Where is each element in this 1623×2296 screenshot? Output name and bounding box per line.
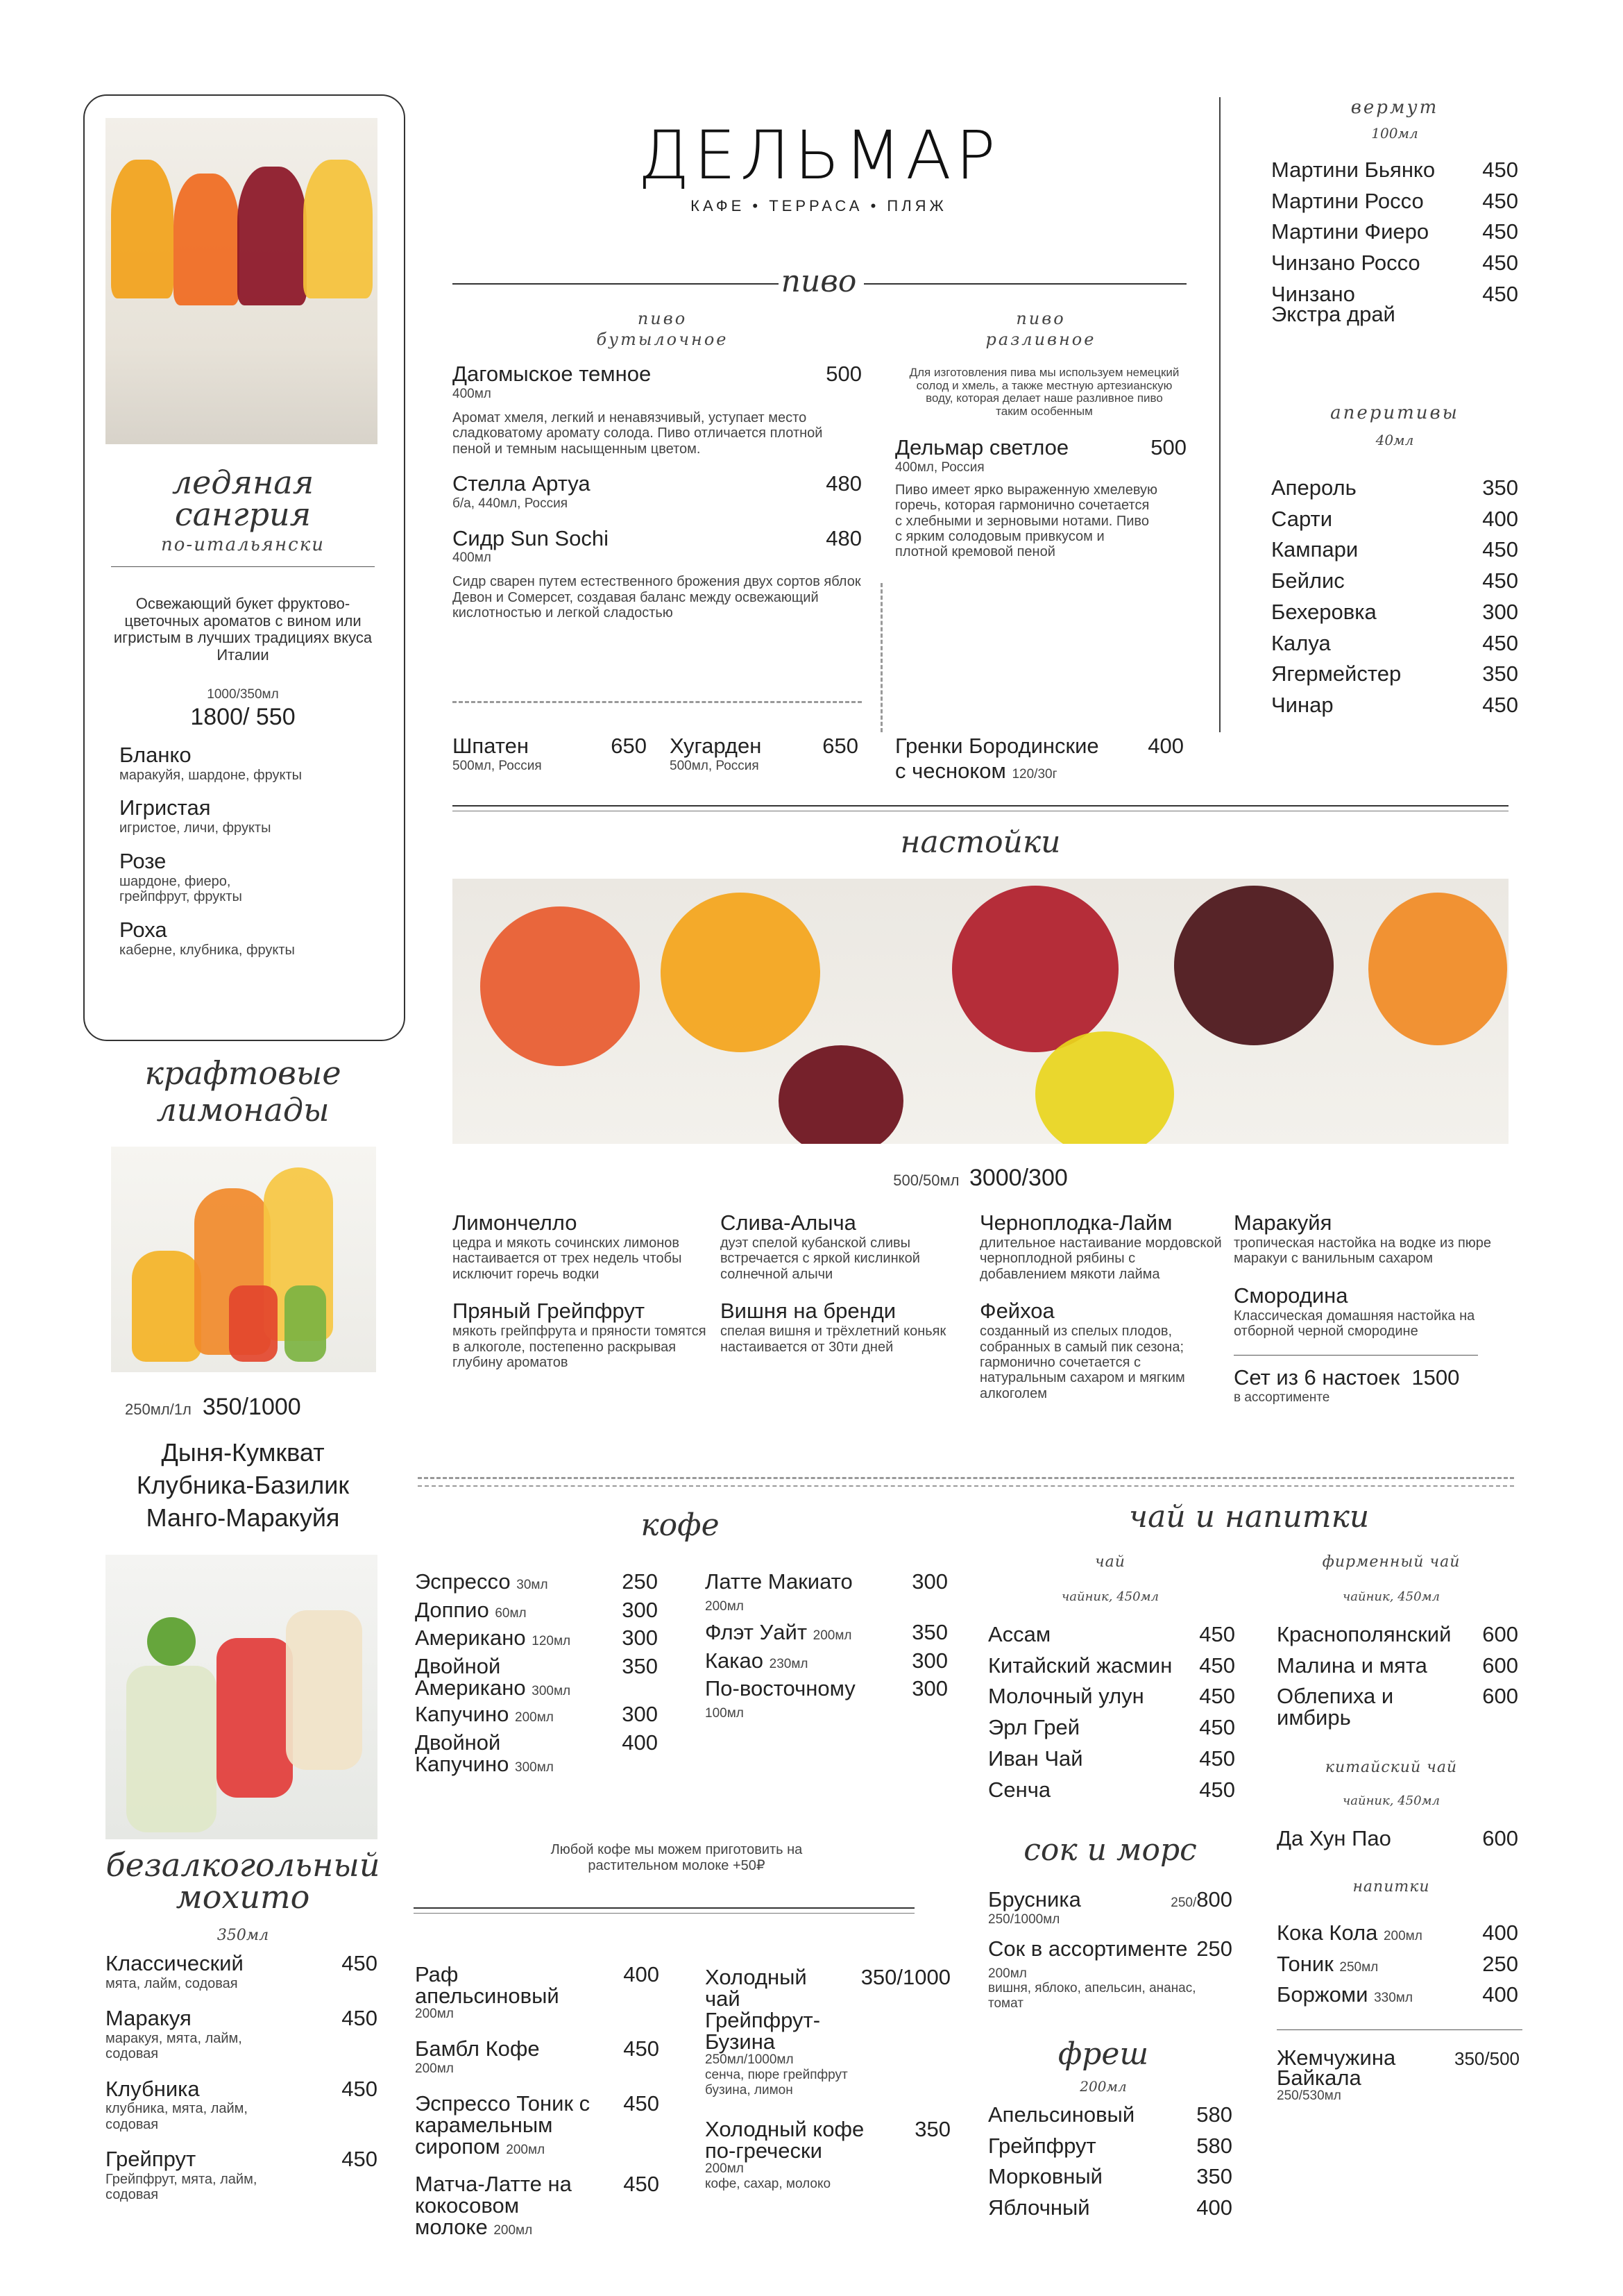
- tinctures-photo: [452, 879, 1509, 1144]
- sangria-photo: [105, 118, 377, 444]
- vermouth-item-name: Чинзано Россо: [1271, 251, 1420, 276]
- coffee-volume: 200мл: [415, 2061, 454, 2076]
- brand-tagline: КАФЕ • ТЕРРАСА • ПЛЯЖ: [690, 197, 947, 214]
- coffee-price: 300: [622, 1597, 658, 1622]
- coffee-title: кофе: [640, 1508, 720, 1543]
- vermouth-item-name: Мартини Бьянко: [1271, 158, 1436, 182]
- mojito-photo: [105, 1555, 377, 1839]
- mojito-volume: 350мл: [216, 1927, 269, 1944]
- juice-price: 250: [1196, 1936, 1232, 1961]
- tea-price: 450: [1199, 1622, 1235, 1646]
- aperitif-name: Сарти: [1271, 506, 1333, 531]
- chinese-tea-price: 600: [1482, 1826, 1518, 1850]
- coffee-volume: 200мл: [813, 1628, 852, 1643]
- baikal-price: 350/500: [1454, 2048, 1520, 2069]
- beer-price: 480: [826, 471, 862, 496]
- spaten-price: 650: [611, 734, 647, 758]
- signature-tea-name: Облепиха и имбирь: [1277, 1684, 1394, 1730]
- vermouth-list: [1271, 158, 1518, 332]
- coffee-volume: 300мл: [515, 1759, 554, 1775]
- mojito-item-name: Грейпрут: [105, 2147, 196, 2172]
- drink-volume: 330мл: [1374, 1991, 1413, 2006]
- coffee-name: Американо: [415, 1626, 526, 1651]
- sangria-list: [119, 743, 383, 958]
- lemonade-item: Клубника-Базилик: [136, 1470, 350, 1499]
- tincture-name: Вишня на бренди: [720, 1299, 897, 1324]
- vermouth-item-name: Мартини Фиеро: [1271, 219, 1429, 244]
- drink-price: 400: [1482, 1921, 1518, 1945]
- drinks-list: [1277, 1921, 1518, 2014]
- vermouth-title: вермут: [1350, 97, 1439, 118]
- mojito-item-desc: маракуя, мята, лайм, содовая: [105, 2030, 242, 2062]
- coffee-price: 300: [622, 1702, 658, 1727]
- fresh-name: Апельсиновый: [988, 2102, 1135, 2127]
- coffee-name: Эспрессо Тоник с карамельным сиропом: [415, 2091, 590, 2159]
- coffee-name: По-восточному: [705, 1676, 856, 1701]
- draft-note: Для изготовления пива мы используем немецкий солод и хмель, а также местную артезианскую воду, которая делает наше разливное пиво таким особенным: [909, 366, 1180, 419]
- tincture-desc: дуэт спелой кубанской сливы встречается с яркой кислинкой солнечной алычи: [720, 1235, 920, 1282]
- coffee-desc: сенча, пюре грейпфрут бузина, лимон: [705, 2068, 848, 2097]
- sangria-item-name: Розе: [119, 848, 167, 873]
- tincture-desc: спелая вишня и трёхлетний коньяк настаивается от 30ти дней: [720, 1324, 946, 1355]
- aperitif-price: 350: [1482, 475, 1518, 500]
- draft-name: Дельмар светлое: [895, 435, 1069, 459]
- coffee-desc: кофе, сахар, молоко: [705, 2177, 831, 2191]
- signature-tea-volume: чайник, 450мл: [1343, 1589, 1440, 1604]
- mojito-title-2: мохито: [176, 1878, 310, 1916]
- drink-name: Кока Кола: [1277, 1921, 1378, 1945]
- coffee-name: Доппио: [415, 1597, 489, 1622]
- beer-title: пиво: [781, 264, 857, 299]
- signature-tea-price: 600: [1482, 1684, 1518, 1709]
- signature-tea-price: 600: [1482, 1653, 1518, 1678]
- coffee-price: 450: [623, 2036, 659, 2061]
- sangria-item-desc: маракуйя, шардоне, фрукты: [119, 768, 302, 783]
- mojito-list: [105, 1952, 377, 2203]
- coffee-col-2: [705, 1570, 948, 1721]
- mojito-item-desc: Грейпфрут, мята, лайм, содовая: [105, 2171, 257, 2203]
- baikal-item: [1277, 2045, 1520, 2104]
- juice-price-small: 250/: [1171, 1896, 1197, 1910]
- mojito-item-desc: мята, лайм, содовая: [105, 1975, 238, 1991]
- tincture-name: Лимончелло: [452, 1210, 577, 1235]
- bottled-title-1: пиво: [637, 309, 688, 328]
- tinctures-col-4: [1234, 1210, 1509, 1406]
- coffee-name: Эспрессо: [415, 1569, 511, 1594]
- juice-title: сок и морс: [1023, 1832, 1197, 1868]
- coffee-volume: 100мл: [705, 1706, 744, 1721]
- chinese-tea-title: китайский чай: [1325, 1759, 1458, 1776]
- lemonade-item: Дыня-Кумкват: [161, 1438, 325, 1467]
- coffee-price: 450: [623, 2171, 659, 2196]
- fresh-price: 580: [1196, 2133, 1232, 2158]
- vermouth-item-price: 450: [1482, 158, 1518, 182]
- juice-volume: 250/1000мл: [988, 1911, 1060, 1927]
- coffee-volume: 200мл: [506, 2142, 545, 2157]
- tea-name: Китайский жасмин: [988, 1653, 1173, 1678]
- chinese-tea-name: Да Хун Пао: [1277, 1826, 1391, 1850]
- coffee-col-1: [415, 1570, 658, 1775]
- coffee-price: 300: [912, 1569, 948, 1594]
- juice-price: 800: [1196, 1887, 1232, 1911]
- juice-desc: вишня, яблоко, апельсин, ананас, томат: [988, 1980, 1196, 2011]
- aperitif-name: Бехеровка: [1271, 599, 1377, 624]
- tea-name: Сенча: [988, 1777, 1051, 1802]
- beer-volume: 400мл: [452, 550, 491, 566]
- tea-subtitle: чай: [1095, 1553, 1125, 1571]
- coffee-volume: 250мл/1000мл: [705, 2052, 794, 2067]
- aperitif-price: 450: [1482, 693, 1518, 718]
- vermouth-item-name: Мартини Россо: [1271, 188, 1424, 213]
- drink-price: 250: [1482, 1951, 1518, 1976]
- beer-volume: б/а, 440мл, Россия: [452, 496, 568, 511]
- coffee-price: 400: [623, 1962, 659, 1986]
- aperitif-name: Ягермейстер: [1271, 661, 1402, 686]
- aperitif-price: 450: [1482, 630, 1518, 655]
- vermouth-item-name: Чинзано Экстра драй: [1271, 281, 1395, 327]
- tea-price: 450: [1199, 1653, 1235, 1678]
- sangria-description: Освежающий букет фруктово-цветочных ароматов с вином или игристым в лучших традициях вкуса Италии: [113, 595, 373, 664]
- sangria-price: 1800/ 550: [190, 704, 296, 730]
- juice-list: [988, 1888, 1232, 2011]
- tincture-set-price: 1500: [1411, 1365, 1460, 1390]
- vermouth-item-price: 450: [1482, 188, 1518, 213]
- draft-item: [895, 436, 1187, 560]
- coffee-price: 300: [912, 1676, 948, 1701]
- lemonades-title-1: крафтовые: [144, 1054, 341, 1092]
- tincture-name: Слива-Алыча: [720, 1210, 856, 1235]
- tincture-desc: цедра и мякоть сочинских лимонов настаивается от трех недель чтобы исключит горечь водки: [452, 1235, 682, 1282]
- tinctures-col-2: [720, 1210, 970, 1365]
- signature-tea-price: 600: [1482, 1622, 1518, 1646]
- coffee-price: 250: [622, 1569, 658, 1594]
- beer-price: 500: [826, 362, 862, 386]
- drink-name: Боржоми: [1277, 1982, 1368, 2007]
- sangria-item-name: Бланко: [119, 743, 192, 767]
- tincture-name: Маракуйя: [1234, 1210, 1332, 1235]
- coffee-price: 300: [622, 1626, 658, 1651]
- drink-name: Тоник: [1277, 1951, 1334, 1976]
- coffee-name: Холодный кофе по-гречески: [705, 2117, 865, 2163]
- sangria-subtitle: по-итальянски: [161, 534, 325, 555]
- coffee-price: 400: [622, 1730, 658, 1755]
- aperitif-name: Кампари: [1271, 537, 1359, 562]
- coffee-name: Бамбл Кофе: [415, 2036, 540, 2061]
- spaten-name: Шпатен: [452, 734, 529, 758]
- tinctures-col-1: [452, 1210, 711, 1380]
- aperitifs-volume: 40мл: [1375, 432, 1414, 448]
- sangria-volume: 1000/350мл: [207, 687, 279, 702]
- fresh-name: Яблочный: [988, 2195, 1090, 2220]
- tea-price: 450: [1199, 1746, 1235, 1771]
- tincture-set-desc: в ассортименте: [1234, 1390, 1330, 1405]
- drinks-title: напитки: [1352, 1878, 1430, 1896]
- mojito-title-1: безалкогольный: [105, 1846, 380, 1884]
- croutons-name: Гренки Бородинские: [895, 734, 1099, 758]
- draft-volume: 400мл, Россия: [895, 459, 985, 475]
- coffee-volume: 200мл: [705, 1599, 744, 1614]
- aperitif-price: 400: [1482, 506, 1518, 531]
- draft-title-1: пиво: [1016, 309, 1066, 328]
- beer-volume: 400мл: [452, 386, 491, 401]
- fresh-name: Морковный: [988, 2164, 1103, 2189]
- sangria-item-name: Игристая: [119, 795, 211, 820]
- coffee-volume: 200мл: [705, 2161, 744, 2176]
- lemonades-volume: 250мл/1л: [125, 1401, 192, 1418]
- fresh-name: Грейпфрут: [988, 2133, 1096, 2158]
- aperitif-name: Чинар: [1271, 693, 1334, 718]
- spaten-volume: 500мл, Россия: [452, 758, 542, 773]
- tincture-desc: мякоть грейпфрута и пряности томятся в алкоголе, постепенно раскрывая глубину ароматов: [452, 1324, 706, 1370]
- tincture-desc: Классическая домашняя настойка на отборной черной смородине: [1234, 1308, 1475, 1340]
- tincture-desc: созданный из спелых плодов, собранных в самый пик сезона; гармонично сочетается с натуральным сахаром и мягким алкоголем: [980, 1324, 1185, 1401]
- baikal-name: Жемчужина Байкала: [1277, 2045, 1396, 2091]
- tea-name: Ассам: [988, 1622, 1051, 1646]
- croutons-name-2: с чесноком: [895, 758, 1006, 783]
- bottled-list: [452, 362, 862, 621]
- croutons-price: 400: [1148, 734, 1184, 758]
- coffee-name: Капучино: [415, 1702, 509, 1727]
- tea-list: [988, 1623, 1235, 1809]
- croutons-volume: 120/30г: [1012, 766, 1057, 782]
- tincture-desc: длительное настаивание мордовской черноплодной рябины с добавлением мякоти лайма: [980, 1235, 1222, 1282]
- coffee-price: 300: [912, 1648, 948, 1673]
- aperitif-price: 300: [1482, 599, 1518, 624]
- lemonades-photo: [111, 1147, 376, 1372]
- coffee-col-4: [705, 1966, 951, 2192]
- beer-name: Сидр Sun Sochi: [452, 525, 609, 550]
- signature-tea-name: Краснополянский: [1277, 1622, 1452, 1646]
- mojito-item-desc: клубника, мята, лайм, содовая: [105, 2101, 248, 2132]
- sangria-item-desc: игристое, личи, фрукты: [119, 820, 271, 836]
- fresh-list: [988, 2103, 1232, 2227]
- mojito-item-price: 450: [341, 2006, 377, 2031]
- hoegaarden-name: Хугарден: [670, 734, 762, 758]
- tincture-set-name: Сет из 6 настоек: [1234, 1365, 1400, 1390]
- coffee-volume: 230мл: [769, 1656, 808, 1671]
- draft-price: 500: [1150, 435, 1187, 459]
- fresh-volume: 200мл: [1080, 2078, 1127, 2095]
- tinctures-title: настойки: [900, 825, 1061, 860]
- coffee-volume: 60мл: [495, 1605, 527, 1621]
- drink-volume: 200мл: [1383, 1929, 1422, 1943]
- coffee-price: 450: [623, 2091, 659, 2116]
- fresh-price: 580: [1196, 2102, 1232, 2127]
- vermouth-item-price: 450: [1482, 219, 1518, 244]
- coffee-col-3: [415, 1963, 659, 2238]
- hoegaarden-price: 650: [822, 734, 858, 758]
- coffee-volume: 200мл: [415, 2007, 454, 2021]
- signature-tea-title: фирменный чай: [1322, 1553, 1461, 1571]
- juice-name: Брусника: [988, 1887, 1081, 1911]
- tea-name: Эрл Грей: [988, 1715, 1080, 1740]
- sangria-title-2: сангрия: [174, 496, 312, 533]
- hoegaarden-volume: 500мл, Россия: [670, 758, 759, 773]
- mojito-item-price: 450: [341, 1951, 377, 1975]
- coffee-price: 350: [912, 1620, 948, 1644]
- sangria-item-desc: шардоне, фиеро, грейпфрут, фрукты: [119, 873, 242, 905]
- coffee-price: 350: [915, 2117, 951, 2141]
- chinese-tea-volume: чайник, 450мл: [1343, 1793, 1440, 1808]
- mojito-item-price: 450: [341, 2076, 377, 2101]
- fresh-price: 400: [1196, 2195, 1232, 2220]
- drink-volume: 250мл: [1339, 1959, 1379, 1975]
- tea-price: 450: [1199, 1684, 1235, 1709]
- vermouth-item-price: 450: [1482, 251, 1518, 276]
- coffee-name: Двойной Американо: [415, 1654, 526, 1700]
- mojito-item-name: Маракуя: [105, 2006, 192, 2031]
- coffee-volume: 30мл: [516, 1578, 548, 1592]
- coffee-volume: 200мл: [515, 1710, 554, 1725]
- sangria-item-name: Роха: [119, 917, 167, 942]
- mojito-item-price: 450: [341, 2147, 377, 2172]
- tinctures-volume: 500/50мл: [893, 1172, 960, 1189]
- drink-price: 400: [1482, 1982, 1518, 2007]
- aperitif-price: 450: [1482, 537, 1518, 562]
- coffee-name: Флэт Уайт: [705, 1620, 808, 1644]
- beer-desc: Аромат хмеля, легкий и ненавязчивый, уступает место сладковатому аромату солода. Пиво отличается плотной пеной и темным насыщенным цветом.: [452, 410, 823, 457]
- signature-tea-name: Малина и мята: [1277, 1653, 1427, 1678]
- tea-name: Молочный улун: [988, 1684, 1144, 1709]
- signature-tea-list: [1277, 1623, 1518, 1735]
- beer-price: 480: [826, 525, 862, 550]
- mojito-item-name: Клубника: [105, 2076, 200, 2101]
- beer-name: Дагомыское темное: [452, 362, 652, 386]
- juice-name: Сок в ассортименте: [988, 1936, 1188, 1961]
- brand-logo: ДЕЛЬМАР: [638, 117, 1000, 194]
- beer-desc: Сидр сварен путем естественного брожения двух сортов яблок Девон и Сомерсет, создавая баланс между освежающий кислотностью и легкой сладостью: [452, 574, 861, 621]
- coffee-name: Какао: [705, 1648, 764, 1673]
- tea-price: 450: [1199, 1715, 1235, 1740]
- coffee-name: Раф апельсиновый: [415, 1962, 559, 2008]
- coffee-price: 350/1000: [860, 1965, 951, 1989]
- coffee-volume: 300мл: [532, 1684, 571, 1699]
- vermouth-item-price: 450: [1482, 281, 1518, 306]
- bottled-title-2: бутылочное: [596, 330, 729, 349]
- aperitif-name: Апероль: [1271, 475, 1357, 500]
- coffee-note: Любой кофе мы можем приготовить на растительном молоке +50₽: [550, 1842, 803, 1873]
- coffee-price: 350: [622, 1654, 658, 1679]
- tincture-name: Черноплодка-Лайм: [980, 1210, 1173, 1235]
- aperitif-name: Бейлис: [1271, 568, 1345, 593]
- coffee-name: Матча-Латте на кокосовом молоке: [415, 2171, 572, 2239]
- mojito-item-name: Классический: [105, 1951, 244, 1975]
- tea-price: 450: [1199, 1777, 1235, 1802]
- tea-title: чай и напитки: [1128, 1499, 1370, 1535]
- coffee-name: Двойной Капучино: [415, 1730, 509, 1776]
- vermouth-volume: 100мл: [1371, 125, 1418, 142]
- tincture-desc: тропическая настойка на водке из пюре маракуи с ванильным сахаром: [1234, 1235, 1492, 1267]
- aperitifs-title: аперитивы: [1330, 403, 1459, 423]
- coffee-volume: 120мл: [532, 1634, 571, 1649]
- aperitif-price: 450: [1482, 568, 1518, 593]
- juice-volume: 200мл: [988, 1966, 1027, 1981]
- tinctures-price: 3000/300: [969, 1165, 1068, 1191]
- chinese-tea-list: [1277, 1827, 1518, 1858]
- sangria-item-desc: каберне, клубника, фрукты: [119, 942, 295, 958]
- baikal-volume: 250/530мл: [1277, 2088, 1341, 2103]
- fresh-title: фреш: [1057, 2036, 1149, 2072]
- lemonades-title-2: лимонады: [156, 1090, 330, 1129]
- tincture-name: Смородина: [1234, 1283, 1348, 1308]
- coffee-name: Холодный чай Грейпфрут-Бузина: [705, 1965, 821, 2054]
- lemonades-price: 350/1000: [202, 1394, 301, 1420]
- tea-volume: чайник, 450мл: [1062, 1589, 1159, 1604]
- draft-desc: Пиво имеет ярко выраженную хмелевую горечь, которая гармонично сочетается с хлебными и зерновыми нотами. Пиво с ярким солодовым привкусом и плотной кремовой пеной: [895, 482, 1158, 560]
- tincture-name: Фейхоа: [980, 1299, 1055, 1324]
- aperitif-price: 350: [1482, 661, 1518, 686]
- sangria-title-1: ледяная: [171, 464, 314, 501]
- beer-name: Стелла Артуа: [452, 471, 590, 496]
- tincture-name: Пряный Грейпфрут: [452, 1299, 645, 1324]
- lemonade-item: Манго-Маракуйя: [146, 1503, 340, 1532]
- aperitif-name: Калуа: [1271, 630, 1331, 655]
- tinctures-col-3: [980, 1210, 1224, 1411]
- tea-name: Иван Чай: [988, 1746, 1083, 1771]
- coffee-volume: 200мл: [493, 2222, 533, 2238]
- draft-title-2: разливное: [985, 330, 1096, 349]
- coffee-name: Латте Макиато: [705, 1569, 853, 1594]
- aperitifs-list: [1271, 476, 1518, 725]
- fresh-price: 350: [1196, 2164, 1232, 2189]
